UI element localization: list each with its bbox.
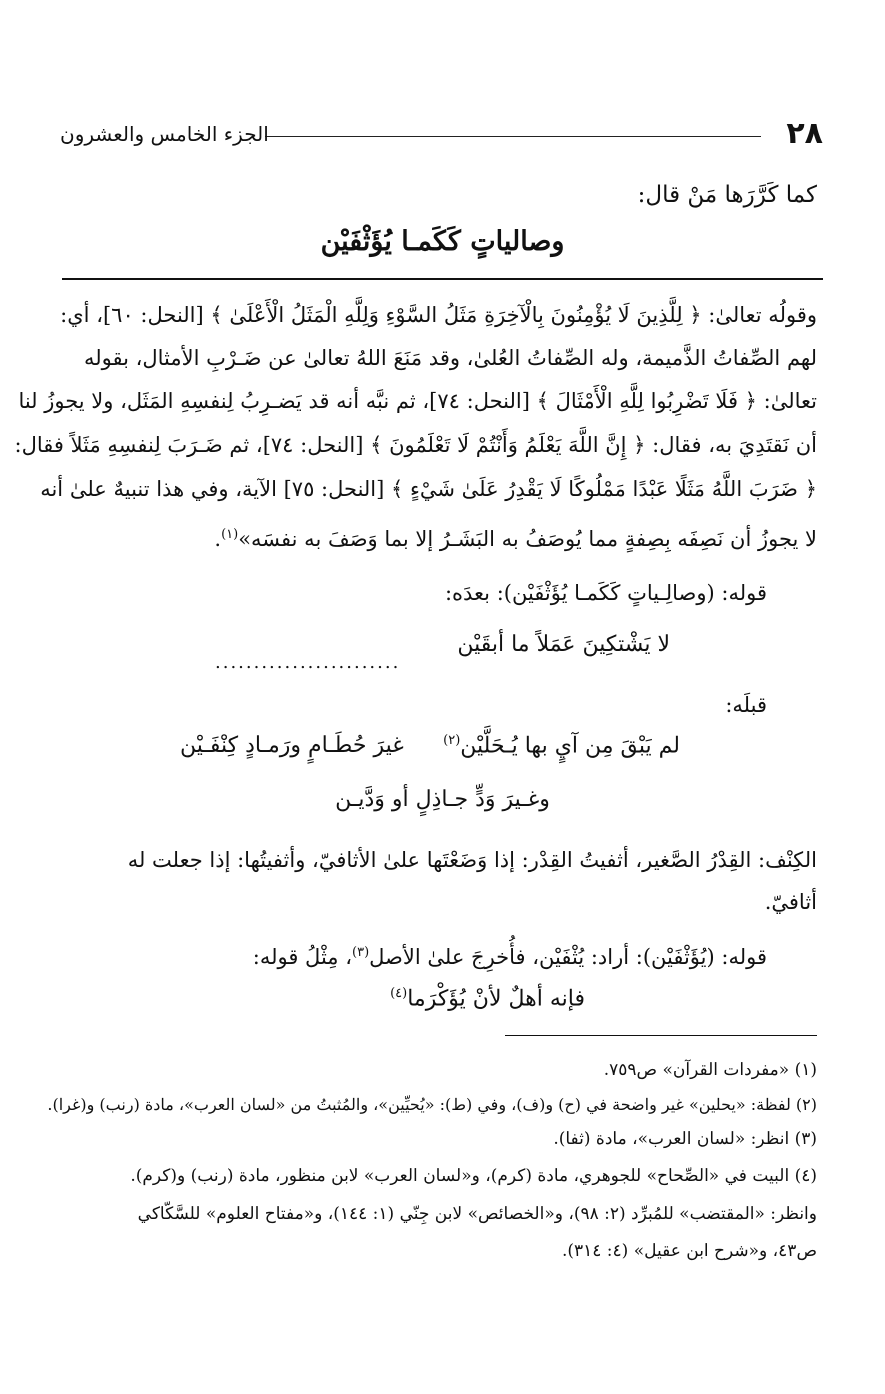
page-header: [60, 116, 823, 156]
commentary-text: لا يجوزُ أن نَصِفَه بِصِفةٍ مما يُوصَفُ به البَشَـرُ إلا بما وَصَفَ به نفسَه»: [238, 527, 817, 551]
kinf-line: الكِنْف: القِدْرُ الصَّغير، أثفيتُ القِدْر: إذا وَضَعْتَها علىٰ الأثافيّ، وأثفيتُها: إذا جعلت له: [127, 848, 817, 872]
prev-verse-left: غيرَ حُطَـامٍ ورَمـادٍ كِنْفَـيْن: [180, 733, 404, 758]
commentary-line-last: لا يجوزُ أن نَصِفَه بِصِفةٍ مما يُوصَفُ به البَشَـرُ إلا بما وَصَفَ به نفسَه»$^{(١)}$.: [214, 527, 817, 551]
commentary-line: ﴿ ضَرَبَ اللَّهُ مَثَلًا عَبْدًا مَمْلُوكًا لَا يَقْدِرُ عَلَىٰ شَيْءٍ ﴾ [النحل: ٧٥] الآية، وفي هذا تنبيهٌ علىٰ أنه: [40, 477, 817, 501]
footnote-1: (١) «مفردات القرآن» ص٧٥٩.: [603, 1060, 817, 1080]
page-number: ٢٨: [786, 116, 823, 151]
qablahu-label: قبلَه:: [725, 693, 767, 717]
footnote-ref-1: (١): [221, 527, 239, 542]
prev-verse-right-text: لم يَبْقَ مِن آيٍ بها يُـحَلَّيْن: [460, 733, 680, 759]
main-verse: وصالياتٍ كَكَمـا يُؤَثْفَيْن: [320, 226, 565, 257]
intro-line: كما كَرَّرَها مَنْ قال:: [637, 182, 817, 208]
yuthfayn-text-b: ، مِثْلُ قوله:: [252, 945, 352, 969]
footnote-ref-3: (٣): [352, 945, 370, 960]
next-verse: لا يَشْتكِينَ عَمَلاً ما أبقَيْن: [457, 632, 670, 657]
kinf-line: أثافيّ.: [764, 890, 817, 914]
commentary-line: لهم الصِّفاتُ الذَّميمة، وله الصِّفاتُ العُلىٰ، وقد مَنَعَ اللهُ تعالىٰ عن ضَـرْبِ الأمثال، بقوله: [83, 346, 817, 370]
commentary-line: أن نَقتَدِيَ به، فقال: ﴿ إِنَّ اللَّهَ يَعْلَمُ وَأَنْتُمْ لَا تَعْلَمُونَ ﴾ [النحل: ٧٤]، ثم ضَـرَبَ لِنفسِهِ مَثَلاً فقال:: [14, 433, 817, 457]
commentary-line: وقولُه تعالىٰ: ﴿ لِلَّذِينَ لَا يُؤْمِنُونَ بِالْآخِرَةِ مَثَلُ السَّوْءِ وَلِلَّهِ الْمَثَلُ الْأَعْلَىٰ ﴾ [النحل: ٦٠]، أي:: [60, 303, 817, 327]
section-divider: [62, 278, 823, 280]
footnote-3: (٣) انظر: «لسان العرب»، مادة (ثفا).: [553, 1129, 817, 1149]
example-verse-text: فإنه أهلٌ لأنْ يُؤَكْرَما: [407, 986, 585, 1012]
footnote-4-cont2: ص٤٣، و«شرح ابن عقيل» (٤: ٣١٤).: [561, 1241, 817, 1261]
example-verse: [390, 986, 585, 1011]
footnotes-divider: [505, 1035, 817, 1036]
footnote-ref-4: (٤): [390, 986, 408, 1001]
prev-verse-second: وغـيرَ وَدٍّ جـاذِلٍ أو وَدَّيـن: [335, 787, 550, 812]
footnote-4-cont: وانظر: «المقتضب» للمُبرِّد (٢: ٩٨)، و«الخصائص» لابن جِنّي (١: ١٤٤)، و«مفتاح العلوم» للسَّكّاكي: [137, 1204, 817, 1224]
commentary-line: تعالىٰ: ﴿ فَلَا تَضْرِبُوا لِلَّهِ الْأَمْثَالَ ﴾ [النحل: ٧٤]، ثم نبَّه أنه قد يَضـرِبُ لِنفسِهِ المَثَل، ولا يجوزُ لنا: [18, 389, 817, 413]
running-title: الجزء الخامس والعشرون: [60, 122, 269, 146]
verse-ellipsis: ........................: [215, 652, 401, 673]
yuthfayn-line: [253, 938, 767, 972]
footnote-4: (٤) البيت في «الصِّحاح» للجوهري، مادة (كرم)، و«لسان العرب» لابن منظور، مادة (رنب) و(كرم).: [130, 1166, 817, 1186]
header-rule: [265, 136, 761, 137]
footnote-2: (٢) لفظة: «يحلين» غير واضحة في (ح) و(ف)، وفي (ط): «يُحيِّين»، والمُثبتُ من «لسان العرب»، مادة (رنب) و(غرا).: [47, 1095, 817, 1114]
yuthfayn-text-a: قوله: (يُؤَثْفَيْن): أراد: يُثْفَيْن، فأُخرِجَ علىٰ الأصل: [369, 945, 767, 969]
prev-verse-right: [443, 733, 680, 758]
qawluhu-line: قوله: (وصالِـياتٍ كَكَمـا يُؤَثْفَيْن): بعدَه:: [444, 581, 767, 605]
footnote-ref-2: (٢): [443, 733, 461, 748]
